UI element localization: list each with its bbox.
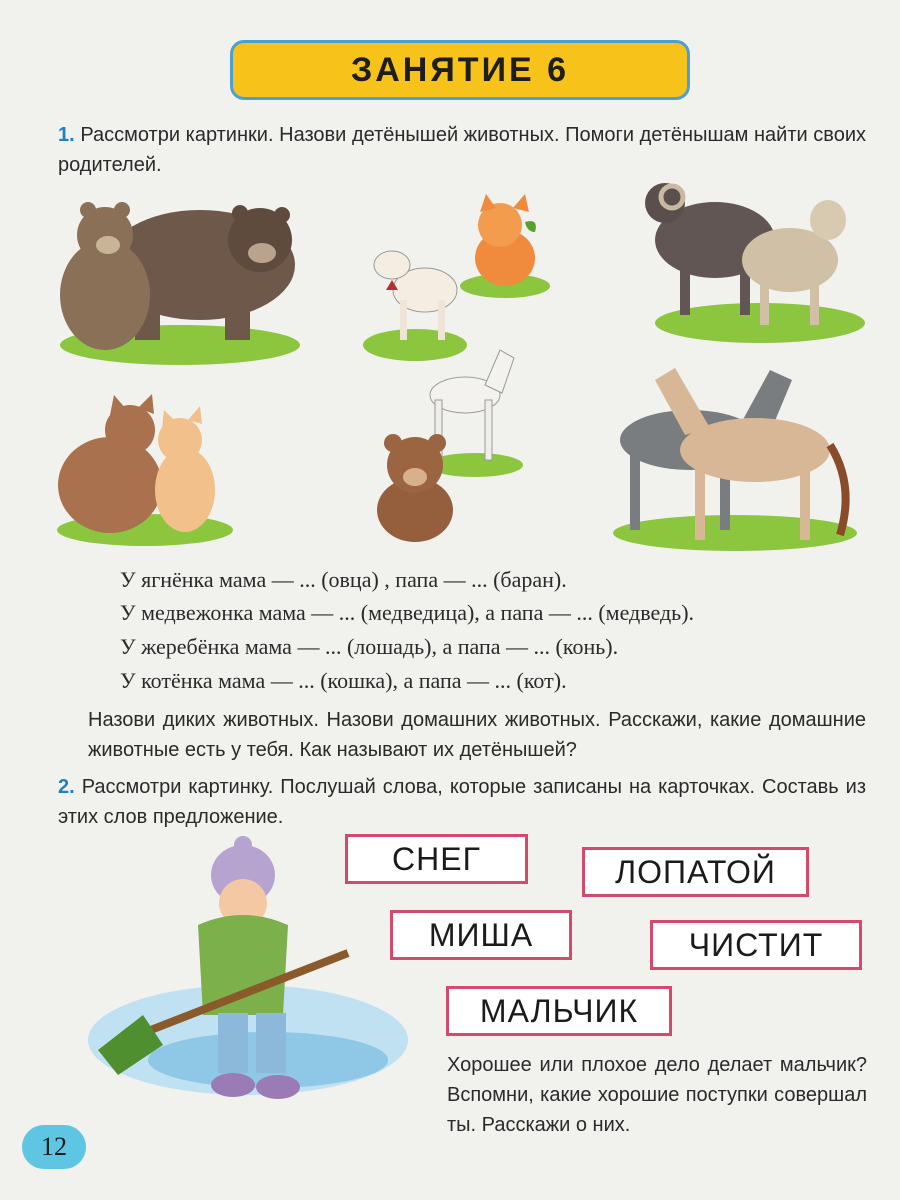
sheep-illustration [630, 175, 865, 345]
bears-illustration [50, 185, 310, 370]
kitten-illustration [455, 190, 555, 300]
word-card[interactable]: ЧИСТИТ [650, 920, 862, 970]
lesson-title: ЗАНЯТИЕ 6 [230, 40, 690, 100]
word-card[interactable]: СНЕГ [345, 834, 528, 884]
word-card[interactable]: ЛОПАТОЙ [582, 847, 809, 897]
bear-cub-illustration [365, 425, 465, 545]
task2-number: 2. [58, 776, 75, 798]
task1-text: Рассмотри картинки. Назови детёнышей животных. Помоги детёнышам найти своих родителей. [58, 124, 866, 176]
task1-number: 1. [58, 124, 75, 146]
answer-line-foal: У жеребёнка мама — ... (лошадь), а папа — ... (конь). [120, 634, 619, 659]
task2-question: Хорошее или плохое дело делает мальчик? Вспомни, какие хорошие поступки совершал ты. Расскажи о них. [447, 1054, 867, 1136]
answer-line-lamb: У ягнёнка мама — ... (овца) , папа — ... (баран). [120, 567, 567, 592]
task1-instruction [58, 120, 866, 180]
task2-instruction [58, 772, 866, 832]
task2-text: Рассмотри картинку. Послушай слова, которые записаны на карточках. Составь из этих слов предложение. [58, 776, 867, 828]
cats-illustration [50, 390, 235, 550]
answer-line-kitten: У котёнка мама — ... (кошка), а папа — ... (кот). [120, 668, 567, 693]
task1-followup: Назови диких животных. Назови домашних животных. Расскажи, какие домашние животные есть у тебя. Как называют их детёнышей? [88, 709, 866, 761]
page-number: 12 [22, 1125, 86, 1169]
word-card[interactable]: МИША [390, 910, 572, 960]
word-card[interactable]: МАЛЬЧИК [446, 986, 672, 1036]
answer-line-bear-cub: У медвежонка мама — ... (медведица), а папа — ... (медведь). [120, 600, 695, 625]
horses-illustration [590, 355, 860, 555]
